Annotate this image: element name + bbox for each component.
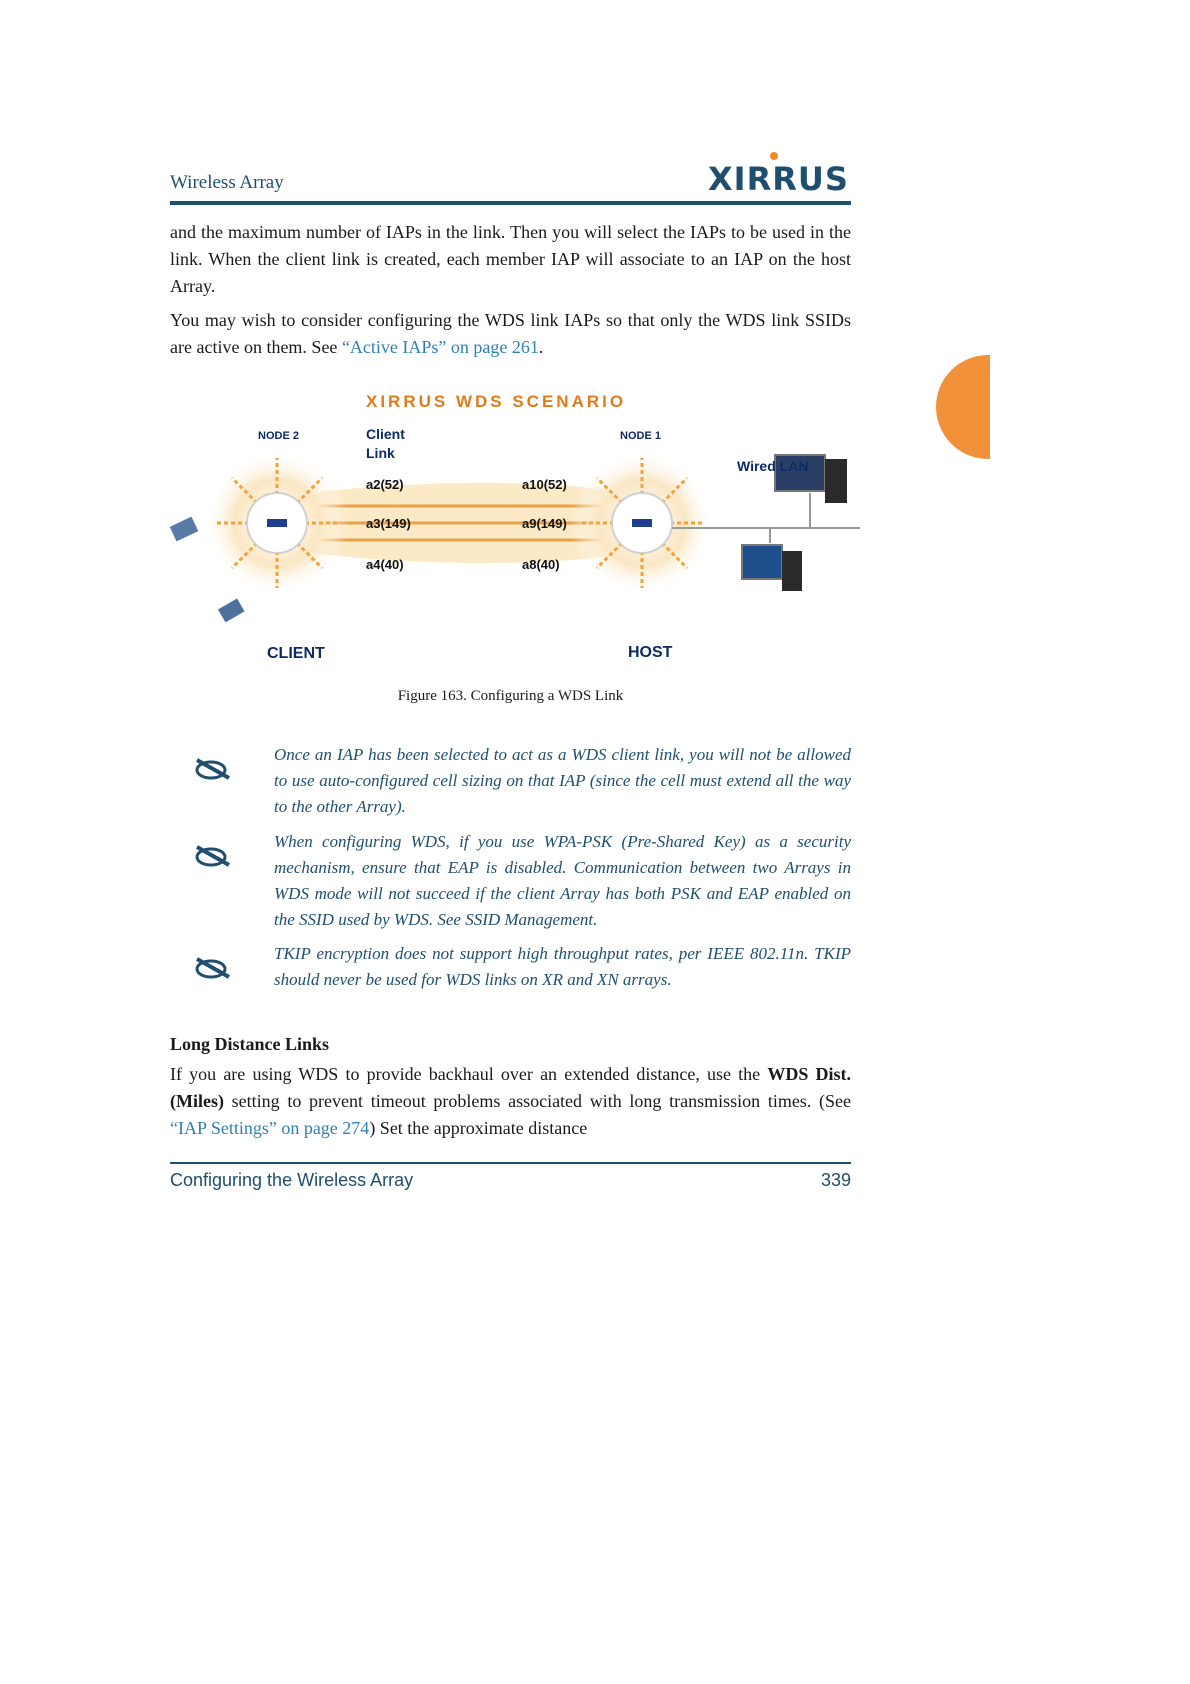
right-channel-3: a8(40) bbox=[522, 557, 560, 572]
xirrus-logo: XIRRUS bbox=[708, 160, 849, 198]
note-2: When configuring WDS, if you use WPA-PSK (Pre-Shared Key) as a security mechanism, ensure that EAP is disabled. Communication between two Arrays in WDS mode will not succeed if the client Array has both PSK and EAP enabled on the SSID used by WDS. See SSID Management. bbox=[274, 832, 851, 929]
note-pencil-icon bbox=[193, 754, 233, 782]
right-channel-1: a10(52) bbox=[522, 477, 567, 492]
wired-lan-label: Wired LAN bbox=[737, 458, 809, 474]
chapter-tab bbox=[936, 355, 990, 459]
paragraph-3: If you are using WDS to provide backhaul over an extended distance, use the WDS Dist. (Miles) setting to prevent timeout problems associated with long transmission times. (See “IAP Settings” on page 274) Set the approximate distance bbox=[170, 1064, 852, 1138]
running-header: Wireless Array bbox=[170, 172, 284, 193]
note-pencil-icon bbox=[193, 841, 233, 869]
node-1-label: NODE 1 bbox=[620, 430, 661, 442]
client-link-label-1: Client bbox=[366, 426, 405, 442]
figure-caption: Figure 163. Configuring a WDS Link bbox=[397, 688, 624, 704]
paragraph-2: You may wish to consider configuring the WDS link IAPs so that only the WDS link SSIDs are active on them. See “Active IAPs” on page 261. bbox=[170, 310, 851, 357]
right-channel-2: a9(149) bbox=[522, 516, 567, 531]
page-number: 339 bbox=[820, 1170, 851, 1190]
note-3: TKIP encryption does not support high throughput rates, per IEEE 802.11n. TKIP should never be used for WDS links on XR and XN arrays. bbox=[274, 944, 851, 989]
client-label: CLIENT bbox=[267, 645, 325, 662]
footer-chapter: Configuring the Wireless Array bbox=[170, 1170, 414, 1190]
left-channel-3: a4(40) bbox=[366, 557, 404, 572]
paragraph-1: and the maximum number of IAPs in the link. Then you will select the IAPs to be used in the link. When the client link is created, each member IAP will associate to an IAP on the host Array. bbox=[170, 222, 851, 296]
iap-settings-link[interactable]: “IAP Settings” on page 274 bbox=[170, 1118, 370, 1138]
node-2-label: NODE 2 bbox=[258, 430, 299, 442]
wds-scenario-figure bbox=[170, 383, 860, 673]
left-channel-1: a2(52) bbox=[366, 477, 404, 492]
client-link-label-2: Link bbox=[366, 445, 395, 461]
figure-title: XIRRUS WDS SCENARIO bbox=[366, 392, 627, 411]
active-iaps-link[interactable]: “Active IAPs” on page 261 bbox=[341, 337, 539, 357]
host-label: HOST bbox=[628, 644, 673, 661]
footer-rule bbox=[170, 1162, 851, 1164]
header-rule bbox=[170, 201, 851, 205]
note-1: Once an IAP has been selected to act as a WDS client link, you will not be allowed to use auto-configured cell sizing on that IAP (since the cell must extend all the way to the other Array). bbox=[274, 745, 851, 816]
left-channel-2: a3(149) bbox=[366, 516, 411, 531]
section-title: Long Distance Links bbox=[170, 1034, 330, 1054]
note-pencil-icon bbox=[193, 953, 233, 981]
